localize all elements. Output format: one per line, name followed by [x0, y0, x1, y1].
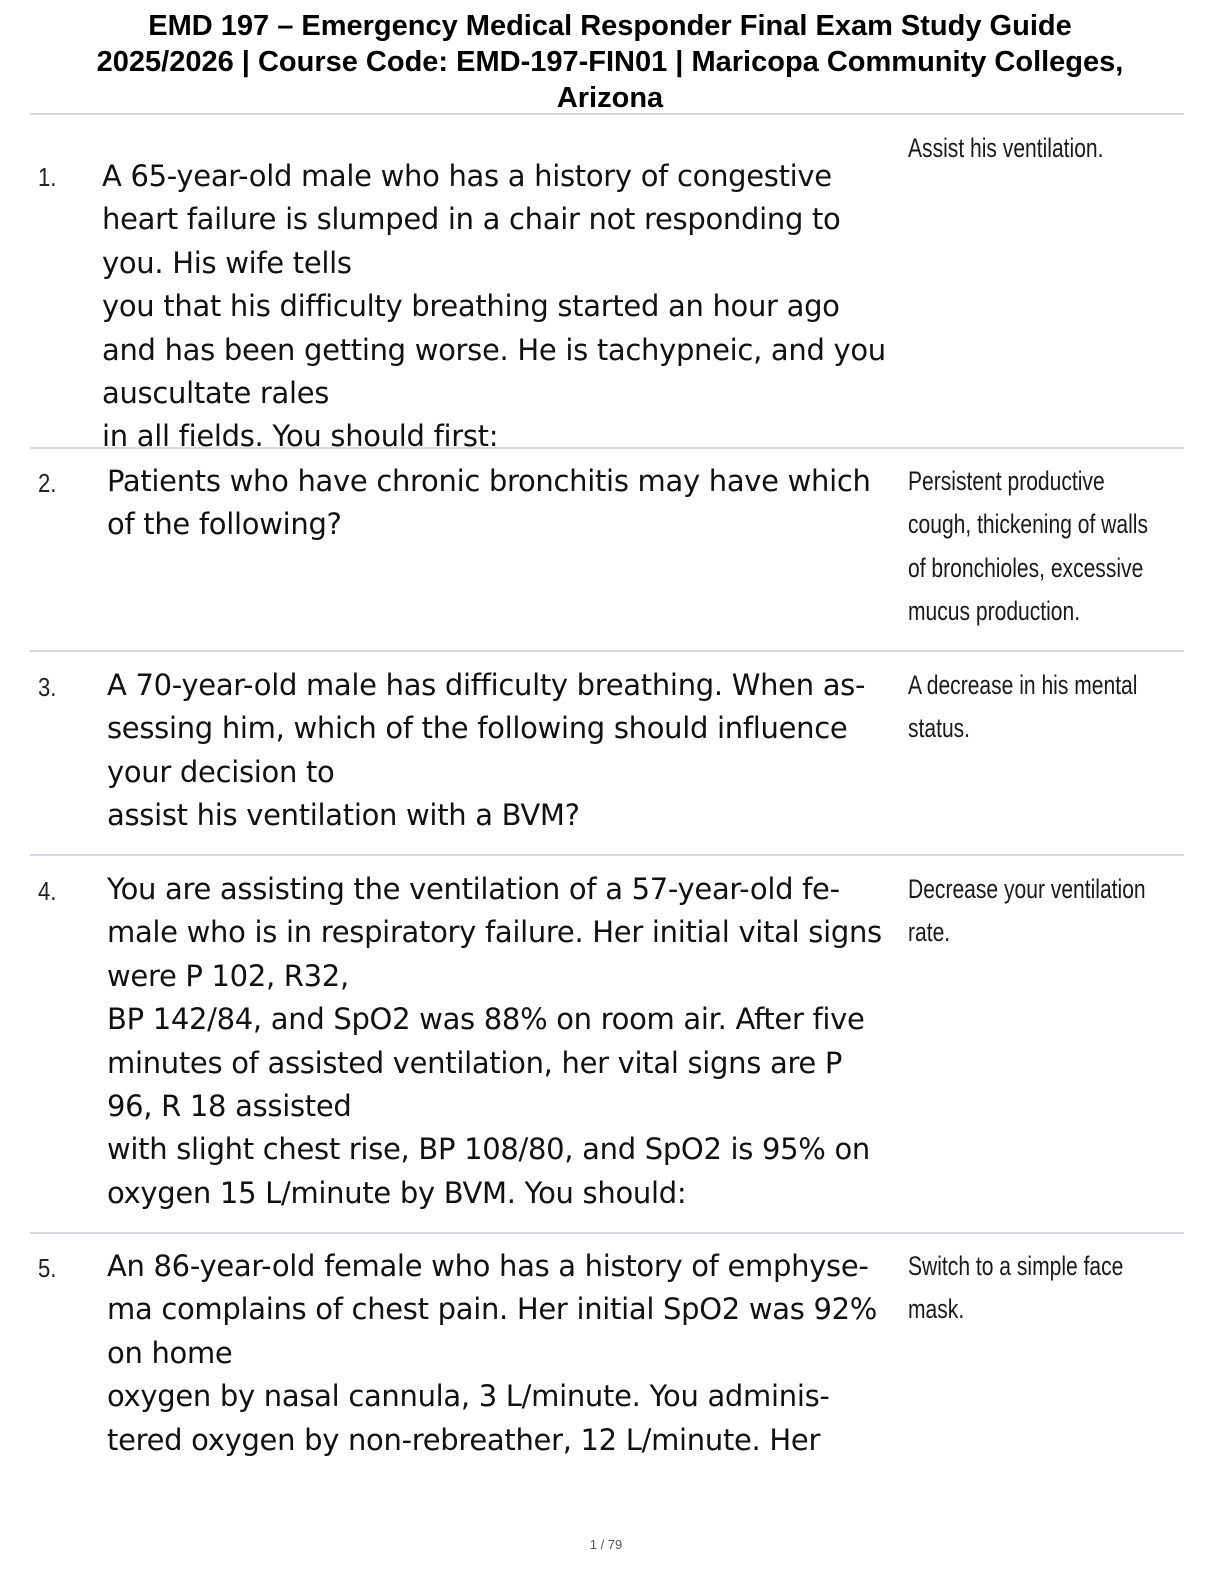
question-line: oxygen 15 L/minute by BVM. You should:: [107, 1175, 687, 1210]
header-location: Arizona: [556, 82, 664, 114]
answer-line: Decrease your ventilation: [908, 874, 1146, 904]
question-line: male who is in respiratory failure. Her initial vital signs: [107, 915, 882, 950]
question-line: You are assisting the ventilation of a 57-year-old fe-: [107, 872, 840, 906]
question-line: your decision to: [107, 754, 335, 789]
header-course-info: 2025/2026 | Course Code: EMD-197-FIN01 | Maricopa Community Colleges,: [96, 46, 1124, 78]
question-text: [107, 868, 882, 1215]
question-line: sessing him, which of the following should influence: [107, 711, 848, 746]
question-number: 1.: [38, 162, 57, 192]
answer-line: of bronchioles, excessive: [908, 552, 1144, 583]
divider: [30, 447, 1184, 449]
question-line: A 65-year-old male who has a history of congestive: [102, 159, 832, 193]
question-line: you. His wife tells: [102, 245, 352, 280]
question-number: 4.: [38, 876, 57, 906]
question-line: in all fields. You should first:: [102, 419, 499, 454]
question-line: ma complains of chest pain. Her initial SpO2 was 92%: [107, 1292, 878, 1327]
header-title: EMD 197 – Emergency Medical Responder Final Exam Study Guide: [148, 10, 1072, 42]
question-line: of the following?: [107, 507, 342, 542]
question-line: An 86-year-old female who has a history of emphyse-: [107, 1249, 869, 1283]
answer-line: rate.: [908, 917, 951, 948]
question-line: you that his difficulty breathing started an hour ago: [102, 289, 840, 324]
question-line: tered oxygen by non-rebreather, 12 L/minute. Her: [107, 1422, 821, 1457]
answer-line: A decrease in his mental: [908, 670, 1138, 700]
question-line: auscultate rales: [102, 376, 330, 411]
answer-line: Assist his ventilation.: [908, 133, 1104, 163]
question-line: on home: [107, 1335, 233, 1370]
question-line: and has been getting worse. He is tachypneic, and you: [102, 332, 886, 367]
document-header: [0, 8, 1220, 116]
question-line: were P 102, R32,: [107, 958, 349, 993]
answer-text: [908, 868, 1146, 955]
question-line: minutes of assisted ventilation, her vital signs are P: [107, 1045, 843, 1080]
question-line: oxygen by nasal cannula, 3 L/minute. You adminis-: [107, 1379, 830, 1414]
question-line: assist his ventilation with a BVM?: [107, 798, 580, 833]
question-line: Patients who have chronic bronchitis may have which: [107, 464, 871, 498]
question-text: [107, 460, 871, 547]
question-text: [107, 1245, 877, 1462]
question-text: [107, 664, 865, 838]
answer-line: Persistent productive: [908, 466, 1105, 496]
answer-line: status.: [908, 713, 971, 744]
answer-text: [908, 127, 1103, 170]
answer-line: Switch to a simple face: [908, 1251, 1124, 1281]
question-text: [102, 155, 886, 459]
answer-text: [908, 664, 1137, 751]
question-line: A 70-year-old male has difficulty breathing. When as-: [107, 668, 866, 702]
answer-line: mucus production.: [908, 596, 1081, 627]
answer-text: [908, 1245, 1123, 1332]
question-number: 2.: [38, 468, 57, 498]
question-number: 5.: [38, 1253, 57, 1283]
question-number: 3.: [38, 672, 57, 702]
answer-line: cough, thickening of walls: [908, 509, 1148, 540]
question-line: BP 142/84, and SpO2 was 88% on room air. After five: [107, 1002, 865, 1037]
answer-text: [908, 460, 1148, 634]
page-number: 1 / 79: [589, 1537, 623, 1552]
question-line: heart failure is slumped in a chair not responding to: [102, 202, 841, 237]
question-line: with slight chest rise, BP 108/80, and SpO2 is 95% on: [107, 1132, 871, 1167]
divider: [30, 650, 1184, 652]
divider: [30, 113, 1184, 115]
divider: [30, 1232, 1184, 1234]
divider: [30, 854, 1184, 856]
answer-line: mask.: [908, 1294, 965, 1325]
question-line: 96, R 18 assisted: [107, 1089, 352, 1124]
